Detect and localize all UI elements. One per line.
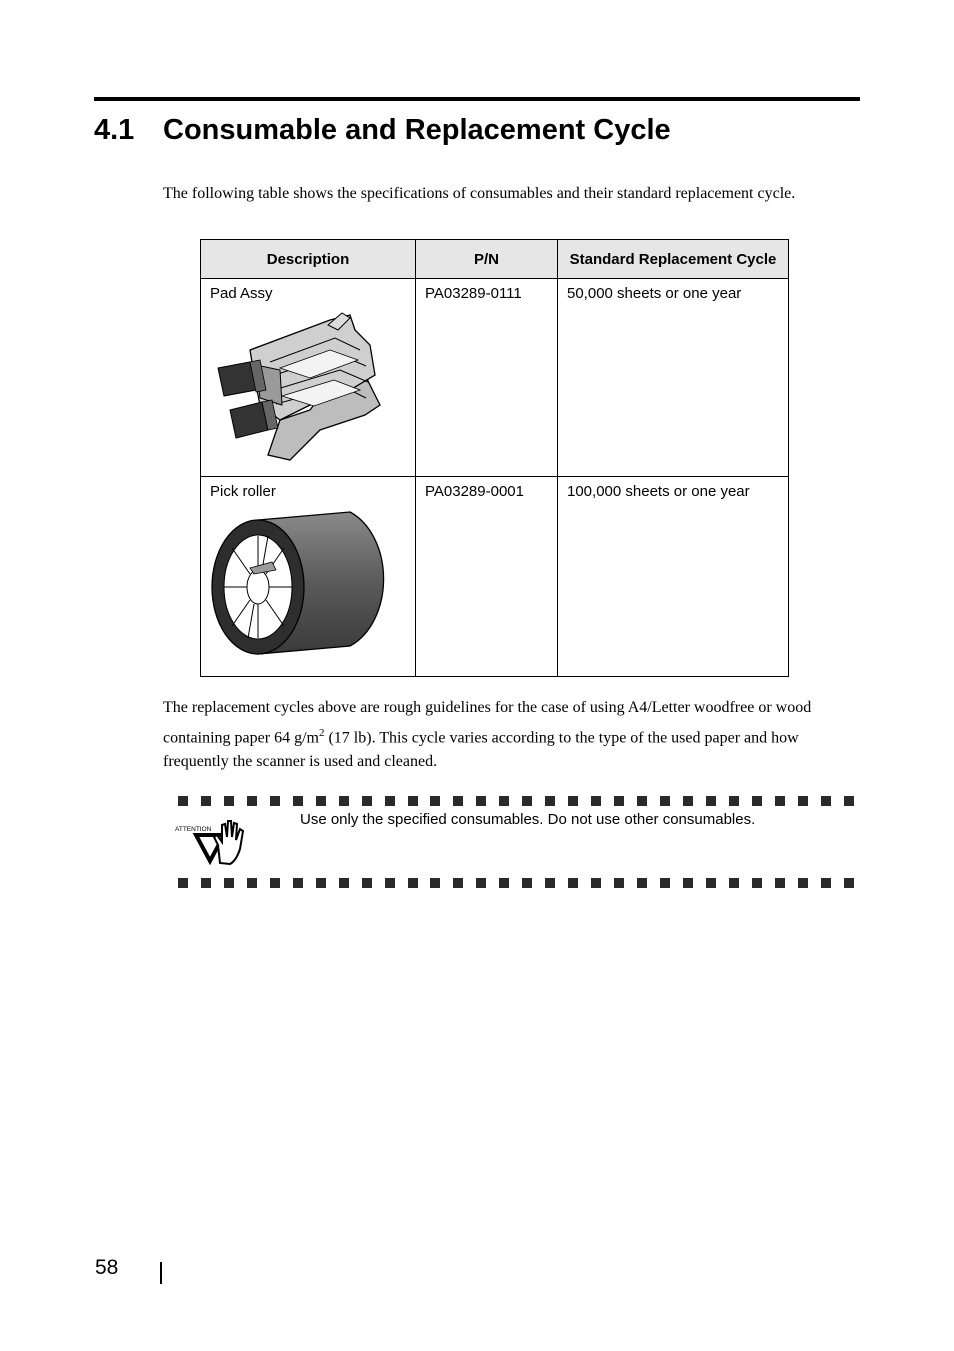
page-number: 58 (95, 1256, 119, 1279)
note-text-1: The replacement cycles above are rough guidelines for the case of using A4/Letter woodfree or wood containing paper 64 g/m (163, 699, 812, 746)
consumables-table (200, 239, 789, 677)
description-text: Pad Assy (210, 285, 273, 302)
attention-icon (174, 815, 250, 865)
table-row (201, 477, 789, 677)
cell-pn: PA03289-0001 (416, 477, 558, 677)
cell-description (201, 477, 416, 677)
cell-description (201, 279, 416, 477)
table-row (201, 279, 789, 477)
header-rule (94, 97, 860, 101)
table-header-row (201, 240, 789, 279)
pad-assy-image (210, 310, 385, 462)
section-title: Consumable and Replacement Cycle (163, 114, 671, 146)
attention-bottom-border (178, 878, 854, 888)
cell-cycle: 50,000 sheets or one year (558, 279, 789, 477)
section-heading (94, 114, 671, 147)
replacement-note (163, 696, 863, 775)
attention-top-border (178, 796, 854, 806)
intro-text: The following table shows the specifications of consumables and their standard replacement cycle. (163, 185, 796, 202)
header-pn: P/N (416, 240, 558, 279)
section-number: 4.1 (94, 114, 135, 146)
page-number-divider (160, 1262, 162, 1284)
header-description: Description (201, 240, 416, 279)
note-text-2: (17 lb). This cycle varies according to the type of the used paper and how frequently the scanner is used and cleaned. (163, 728, 799, 771)
attention-text: Use only the specified consumables. Do not use other consumables. (300, 811, 756, 828)
cell-pn: PA03289-0111 (416, 279, 558, 477)
cell-cycle: 100,000 sheets or one year (558, 477, 789, 677)
note-superscript: 2 (318, 726, 325, 739)
pick-roller-image (210, 508, 406, 660)
attention-icon-label: ATTENTION (175, 826, 212, 833)
header-cycle: Standard Replacement Cycle (558, 240, 789, 279)
description-text: Pick roller (210, 483, 276, 500)
